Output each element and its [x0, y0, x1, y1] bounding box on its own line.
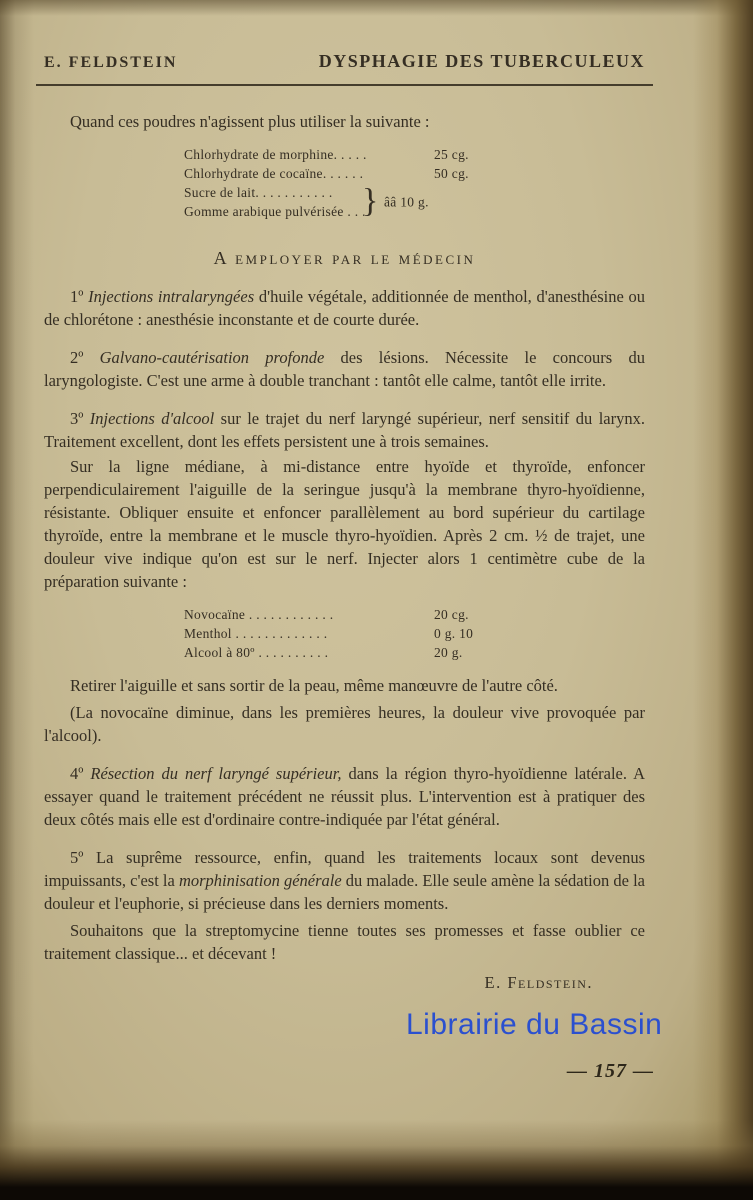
recipe-row: [184, 145, 645, 164]
paragraph-parenthese: (La novocaïne diminue, dans les premières heures, la douleur vive provoquée par l'alcool).: [44, 703, 645, 745]
recipe-item-label: Menthol . . . . . . . . . . . . .: [184, 626, 328, 641]
paragraph-technique: Sur la ligne médiane, à mi-distance entre hyoïde et thyroïde, enfoncer perpendiculairement l'aiguille de la seringue jusqu'à la membrane thyro-hyoïdienne, résistante. Obliquer ensuite et enfoncer parallèlement au bord supérieur du cartilage thyroïde, entre la membrane et le muscle thyro-hyoïdien. Après 2 cm. ½ de trajet, une douleur vive indique qu'on est sur le nerf. Injecter alors 1 centimètre cube de la préparation suivante :: [44, 457, 645, 591]
intro-paragraph: Quand ces poudres n'agissent plus utiliser la suivante :: [70, 112, 430, 131]
paragraph-italic-phrase: Injections intralaryngées: [88, 287, 255, 306]
recipe-block-1: [184, 145, 645, 221]
librairie-watermark: Librairie du Bassin: [406, 1008, 663, 1041]
section-heading: A employer par le médecin: [213, 248, 476, 268]
paragraph-italic-phrase: Injections d'alcool: [89, 409, 215, 428]
running-header-author: E. FELDSTEIN: [44, 54, 178, 71]
recipe-item-label: Gomme arabique pulvérisée . . .: [184, 204, 366, 219]
recipe-item-label: Sucre de lait. . . . . . . . . . .: [184, 185, 333, 200]
paragraph-5: [44, 846, 645, 915]
recipe-row: [184, 605, 645, 624]
author-signature: E. Feldstein.: [484, 973, 593, 992]
paragraph-italic-phrase: morphinisation générale: [178, 871, 342, 890]
paragraph-number: 1º: [70, 287, 89, 306]
paragraph-text: 5º La suprême ressource, enfin, quand les traitements locaux sont devenus impuissants, c'est la: [44, 848, 645, 890]
paragraph-1: [44, 285, 645, 331]
paragraph-number: 4º: [70, 764, 91, 783]
recipe-item-qty: 20 g.: [434, 645, 463, 660]
paragraph-2: [44, 346, 645, 392]
recipe-item-qty: 0 g. 10: [434, 626, 474, 641]
paragraph-italic-phrase: Résection du nerf laryngé supérieur,: [90, 764, 342, 783]
paragraph-number: 2º: [70, 348, 100, 367]
page-number: — 157 —: [567, 1060, 654, 1082]
recipe-item-qty: 20 cg.: [434, 607, 469, 622]
recipe-item-qty: 25 cg.: [434, 147, 469, 162]
paragraph-text: d'huile végétale, additionnée de menthol, d'anesthésine ou de chlorétone : anesthésie inconstante et de courte durée.: [44, 287, 645, 329]
recipe-item-label: Alcool à 80º . . . . . . . . . .: [184, 645, 329, 660]
running-header-title: DYSPHAGIE DES TUBERCULEUX: [318, 51, 645, 71]
recipe-item-label: Chlorhydrate de cocaïne. . . . . .: [184, 166, 364, 181]
paragraph-text: du malade. Elle seule amène la sédation de la douleur et l'euphorie, si précieuse dans les derniers moments.: [44, 871, 645, 913]
paragraph-4: [44, 762, 645, 831]
recipe-block-2: [184, 605, 645, 662]
brace-glyph: }: [362, 182, 379, 220]
recipe-item-label: Novocaïne . . . . . . . . . . . .: [184, 607, 334, 622]
recipe-shared-qty: ââ 10 g.: [384, 194, 429, 210]
recipe-row: [184, 643, 645, 662]
recipe-item-qty: 50 cg.: [434, 166, 469, 181]
paragraph-3: [44, 407, 645, 453]
header-rule: [36, 84, 653, 86]
paragraph-retirer: Retirer l'aiguille et sans sortir de la peau, même manœuvre de l'autre côté.: [70, 676, 558, 695]
paragraph-conclusion: Souhaitons que la streptomycine tienne toutes ses promesses et fasse oublier ce traitement classique... et décevant !: [44, 921, 645, 963]
recipe-braced-group: [184, 183, 645, 221]
paragraph-italic-phrase: Galvano-cautérisation profonde: [99, 348, 325, 367]
recipe-row: [184, 624, 645, 643]
paragraph-number: 3º: [70, 409, 90, 428]
paragraph-text: des lésions. Nécessite le concours du laryngologiste. C'est une arme à double tranchant : tantôt elle calme, tantôt elle irrite.: [44, 348, 645, 390]
page-header: [44, 50, 645, 74]
recipe-item-label: Chlorhydrate de morphine. . . . .: [184, 147, 367, 162]
paragraph-text: dans la région thyro-hyoïdienne latérale. A essayer quand le traitement précédent ne réussit plus. L'intervention est à pratiquer des deux côtés mais elle est d'ordinaire contre-indiquée par l'état général.: [44, 764, 645, 829]
recipe-row: [184, 164, 645, 183]
paragraph-text: sur le trajet du nerf laryngé supérieur, nerf sensitif du larynx. Traitement excellent, dont les effets persistent une à trois semaines.: [44, 409, 645, 451]
